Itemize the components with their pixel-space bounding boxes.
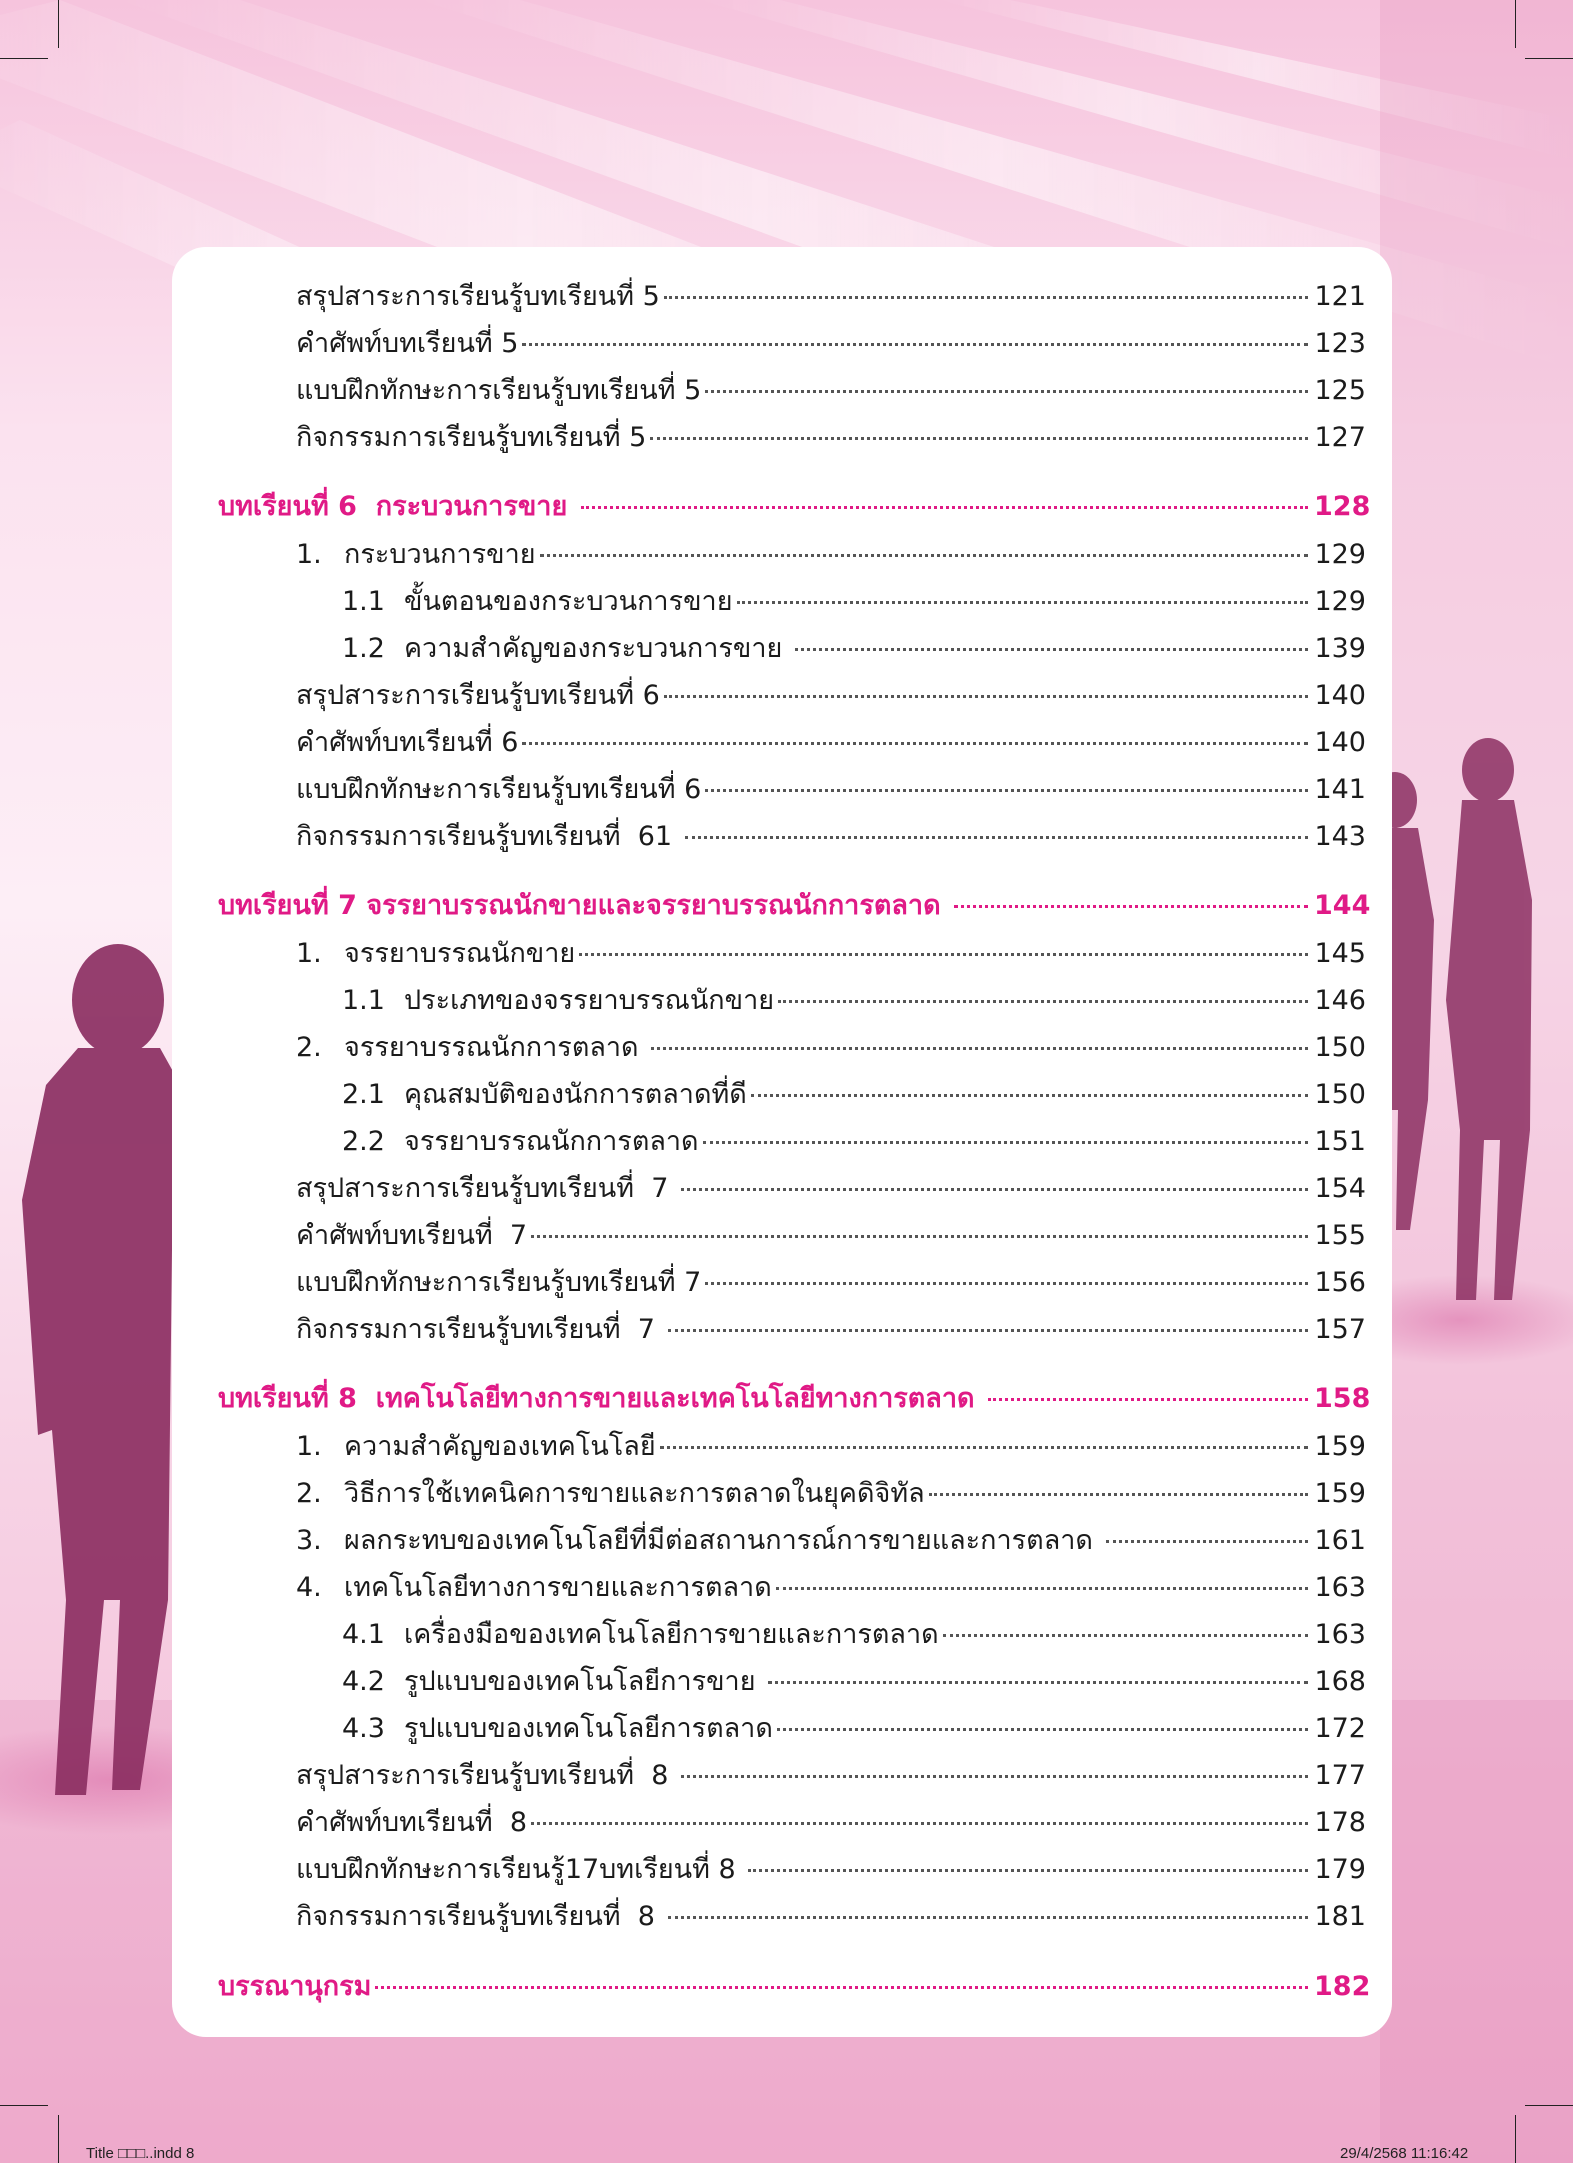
dot-leader (737, 597, 1308, 604)
toc-entry[interactable] (172, 277, 1392, 317)
toc-entry-number: 1. (296, 1431, 322, 1462)
toc-entry-title: กระบวนการขาย (344, 539, 536, 570)
toc-entry[interactable] (172, 1216, 1392, 1256)
slug-timestamp: 29/4/2568 11:16:42 (1340, 2145, 1469, 2162)
dot-leader (531, 1818, 1308, 1825)
toc-entry-title: สรุปสาระการเรียนรู้บทเรียนที่ 6 (296, 680, 660, 711)
toc-entry[interactable] (172, 535, 1392, 575)
toc-page-number: 163 (1314, 1572, 1366, 1603)
toc-page-number: 125 (1314, 375, 1366, 406)
toc-page-number: 143 (1314, 821, 1366, 852)
dot-leader (581, 502, 1308, 509)
toc-entry-number: 4. (296, 1572, 322, 1603)
toc-entry-title: กิจกรรมการเรียนรู้บทเรียนที่ 61 (296, 821, 681, 852)
toc-entry-title: เครื่องมือของเทคโนโลยีการขายและการตลาด (404, 1619, 939, 1650)
dot-leader (681, 1771, 1308, 1778)
toc-entry-title: ความสำคัญของกระบวนการขาย (404, 633, 791, 664)
toc-entry-number: 2. (296, 1032, 322, 1063)
toc-entry-title: รูปแบบของเทคโนโลยีการขาย (404, 1666, 765, 1697)
toc-entry-number: 2. (296, 1478, 322, 1509)
toc-entry[interactable] (172, 1756, 1392, 1796)
crop-mark (1515, 2115, 1516, 2163)
dot-leader (540, 550, 1308, 557)
toc-page-number: 123 (1314, 328, 1366, 359)
dot-leader (705, 386, 1308, 393)
toc-entry-number: 1. (296, 938, 322, 969)
toc-page-number: 146 (1314, 985, 1366, 1016)
dot-leader (988, 1394, 1308, 1401)
toc-entry-number: 2.1 (342, 1079, 385, 1110)
toc-entry-title: กิจกรรมการเรียนรู้บทเรียนที่ 7 (296, 1314, 664, 1345)
toc-page-number: 156 (1314, 1267, 1366, 1298)
dot-leader (685, 832, 1308, 839)
toc-entry[interactable] (172, 1169, 1392, 1209)
toc-page-number: 181 (1314, 1901, 1366, 1932)
toc-page-number: 150 (1314, 1032, 1366, 1063)
dot-leader (650, 433, 1308, 440)
toc-entry-number: 1.2 (342, 633, 385, 664)
dot-leader (768, 1677, 1308, 1684)
toc-page-number: 145 (1314, 938, 1366, 969)
toc-entry-title: แบบฝึกทักษะการเรียนรู้17บทเรียนที่ 8 (296, 1854, 745, 1885)
toc-entry-title: จรรยาบรรณนักการตลาด (344, 1032, 648, 1063)
dot-leader (943, 1630, 1308, 1637)
dot-leader (531, 1231, 1308, 1238)
slug-filename: Title □□□..indd 8 (86, 2145, 195, 2162)
crop-mark (1525, 58, 1573, 59)
toc-page-number: 182 (1314, 1971, 1371, 2002)
dot-leader (651, 1043, 1308, 1050)
toc-page-number: 140 (1314, 727, 1366, 758)
toc-entry-title: เทคโนโลยีทางการขายและการตลาด (344, 1572, 772, 1603)
dot-leader (1106, 1536, 1308, 1543)
toc-entry[interactable] (172, 934, 1392, 974)
toc-entry[interactable] (172, 1310, 1392, 1350)
toc-entry-title: สรุปสาระการเรียนรู้บทเรียนที่ 8 (296, 1760, 677, 1791)
toc-page-number: 158 (1314, 1383, 1371, 1414)
toc-entry[interactable] (172, 1075, 1392, 1115)
toc-entry-title: แบบฝึกทักษะการเรียนรู้บทเรียนที่ 7 (296, 1267, 702, 1298)
toc-entry[interactable] (172, 981, 1392, 1021)
crop-mark (58, 2115, 59, 2163)
toc-chapter-heading[interactable] (172, 886, 1392, 926)
toc-page-number: 127 (1314, 422, 1366, 453)
dot-leader (664, 691, 1308, 698)
dot-leader (660, 1442, 1308, 1449)
toc-entry[interactable] (172, 1474, 1392, 1514)
toc-entry-title: บทเรียนที่ 6 กระบวนการขาย (218, 491, 577, 522)
toc-entry[interactable] (172, 1122, 1392, 1162)
dot-leader (703, 1137, 1308, 1144)
toc-entry-number: 1. (296, 539, 322, 570)
toc-chapter-heading[interactable] (172, 1379, 1392, 1419)
dot-leader (668, 1912, 1308, 1919)
dot-leader (748, 1865, 1308, 1872)
toc-entry[interactable] (172, 1263, 1392, 1303)
dot-leader (668, 1325, 1308, 1332)
toc-page-number: 178 (1314, 1807, 1366, 1838)
toc-entry[interactable] (172, 1850, 1392, 1890)
toc-page-number: 155 (1314, 1220, 1366, 1251)
crop-mark (58, 0, 59, 48)
toc-entry[interactable] (172, 723, 1392, 763)
toc-page-number: 172 (1314, 1713, 1366, 1744)
toc-entry-number: 4.3 (342, 1713, 385, 1744)
crop-mark (0, 58, 48, 59)
toc-page-number: 159 (1314, 1478, 1366, 1509)
dot-leader (776, 1583, 1308, 1590)
toc-entry-title: สรุปสาระการเรียนรู้บทเรียนที่ 5 (296, 281, 660, 312)
toc-page-number: 151 (1314, 1126, 1366, 1157)
toc-entry-title: บทเรียนที่ 8 เทคโนโลยีทางการขายและเทคโนโลยีทางการตลาด (218, 1383, 984, 1414)
dot-leader (522, 339, 1308, 346)
toc-entry[interactable] (172, 1897, 1392, 1937)
dot-leader (777, 1724, 1308, 1731)
crop-mark (1515, 0, 1516, 48)
dot-leader (778, 996, 1308, 1003)
toc-entry-title: บทเรียนที่ 7 จรรยาบรรณนักขายและจรรยาบรรณนักการตลาด (218, 890, 951, 921)
toc-chapter-heading[interactable] (172, 487, 1392, 527)
toc-page-number: 168 (1314, 1666, 1366, 1697)
toc-entry-title: คำศัพท์บทเรียนที่ 5 (296, 328, 519, 359)
dot-leader (705, 785, 1308, 792)
toc-entry[interactable] (172, 676, 1392, 716)
dot-leader (795, 644, 1308, 651)
toc-entry-number: 1.1 (342, 586, 385, 617)
crop-mark (1525, 2105, 1573, 2106)
table-of-contents (172, 247, 1392, 2037)
toc-entry-title: สรุปสาระการเรียนรู้บทเรียนที่ 7 (296, 1173, 677, 1204)
toc-page-number: 129 (1314, 539, 1366, 570)
toc-page-number: 141 (1314, 774, 1366, 805)
toc-entry[interactable] (172, 1521, 1392, 1561)
toc-entry[interactable] (172, 418, 1392, 458)
toc-entry-title: รูปแบบของเทคโนโลยีการตลาด (404, 1713, 773, 1744)
toc-entry-title: จรรยาบรรณนักการตลาด (404, 1126, 699, 1157)
toc-page-number: 159 (1314, 1431, 1366, 1462)
toc-entry-number: 2.2 (342, 1126, 385, 1157)
toc-entry[interactable] (172, 1427, 1392, 1467)
toc-page-number: 140 (1314, 680, 1366, 711)
toc-entry-title: แบบฝึกทักษะการเรียนรู้บทเรียนที่ 6 (296, 774, 702, 805)
toc-entry-title: จรรยาบรรณนักขาย (344, 938, 576, 969)
toc-entry[interactable] (172, 1615, 1392, 1655)
dot-leader (929, 1489, 1308, 1496)
toc-entry-title: ความสำคัญของเทคโนโลยี (344, 1431, 656, 1462)
toc-page-number: 177 (1314, 1760, 1366, 1791)
toc-entry-number: 1.1 (342, 985, 385, 1016)
dot-leader (954, 901, 1308, 908)
dot-leader (705, 1278, 1308, 1285)
toc-page-number: 139 (1314, 633, 1366, 664)
toc-entry-title: ประเภทของจรรยาบรรณนักขาย (404, 985, 775, 1016)
toc-entry[interactable] (172, 1662, 1392, 1702)
toc-page-number: 157 (1314, 1314, 1366, 1345)
toc-entry-title: คำศัพท์บทเรียนที่ 8 (296, 1807, 528, 1838)
toc-entry-title: บรรณานุกรม (218, 1971, 372, 2002)
toc-entry[interactable] (172, 324, 1392, 364)
toc-page-number: 163 (1314, 1619, 1366, 1650)
toc-entry[interactable] (172, 629, 1392, 669)
toc-entry-title: คุณสมบัติของนักการตลาดที่ดี (404, 1079, 747, 1110)
toc-entry-title: ผลกระทบของเทคโนโลยีที่มีต่อสถานการณ์การขายและการตลาด (344, 1525, 1102, 1556)
toc-entry[interactable] (172, 1803, 1392, 1843)
toc-chapter-heading[interactable] (172, 1967, 1392, 2007)
toc-entry-number: 3. (296, 1525, 322, 1556)
toc-entry[interactable] (172, 1709, 1392, 1749)
dot-leader (664, 292, 1308, 299)
toc-entry-title: แบบฝึกทักษะการเรียนรู้บทเรียนที่ 5 (296, 375, 702, 406)
toc-entry[interactable] (172, 1028, 1392, 1068)
toc-entry-number: 4.1 (342, 1619, 385, 1650)
toc-page-number: 150 (1314, 1079, 1366, 1110)
toc-entry[interactable] (172, 817, 1392, 857)
toc-entry-title: วิธีการใช้เทคนิคการขายและการตลาดในยุคดิจิทัล (344, 1478, 925, 1509)
toc-entry-number: 4.2 (342, 1666, 385, 1697)
toc-entry[interactable] (172, 1568, 1392, 1608)
toc-page-number: 128 (1314, 491, 1371, 522)
toc-page-number: 144 (1314, 890, 1371, 921)
toc-page-number: 179 (1314, 1854, 1366, 1885)
toc-page-number: 154 (1314, 1173, 1366, 1204)
dot-leader (579, 949, 1308, 956)
dot-leader (375, 1982, 1308, 1989)
dot-leader (522, 738, 1308, 745)
toc-entry-title: คำศัพท์บทเรียนที่ 7 (296, 1220, 528, 1251)
dot-leader (681, 1184, 1308, 1191)
toc-page-number: 129 (1314, 586, 1366, 617)
toc-entry-title: กิจกรรมการเรียนรู้บทเรียนที่ 8 (296, 1901, 664, 1932)
toc-page-number: 121 (1314, 281, 1366, 312)
toc-entry-title: คำศัพท์บทเรียนที่ 6 (296, 727, 519, 758)
crop-mark (0, 2105, 48, 2106)
toc-entry[interactable] (172, 770, 1392, 810)
toc-entry[interactable] (172, 582, 1392, 622)
dot-leader (751, 1090, 1308, 1097)
toc-entry[interactable] (172, 371, 1392, 411)
toc-entry-title: ขั้นตอนของกระบวนการขาย (404, 586, 733, 617)
toc-page-number: 161 (1314, 1525, 1366, 1556)
toc-entry-title: กิจกรรมการเรียนรู้บทเรียนที่ 5 (296, 422, 647, 453)
